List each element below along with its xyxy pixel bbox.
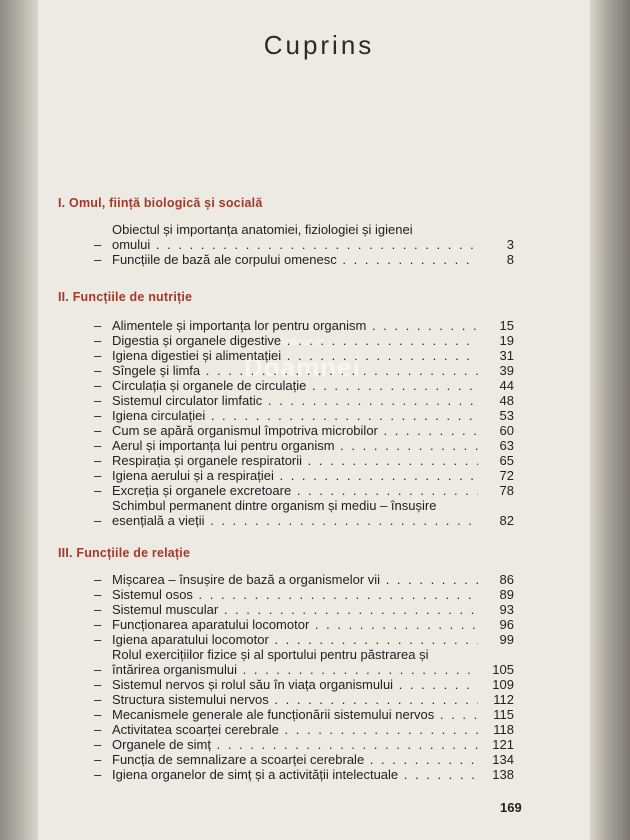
toc-entry: – Organele de simț . . . 121 bbox=[94, 737, 514, 752]
toc-entry: – Sîngele și limfa . . . 39 bbox=[94, 363, 514, 378]
page-number: 89 bbox=[499, 587, 514, 602]
book-edge-shadow bbox=[590, 0, 630, 840]
toc-entry: – Alimentele și importanța lor pentru organism . . . 15 bbox=[94, 318, 514, 333]
page-number: 39 bbox=[499, 363, 514, 378]
toc-entry: – Cum se apără organismul împotriva microbilor . . . 60 bbox=[94, 423, 514, 438]
page-number: 78 bbox=[499, 483, 514, 498]
toc-entry: – Circulația și organele de circulație . . . 44 bbox=[94, 378, 514, 393]
page-number: 86 bbox=[499, 572, 514, 587]
page-number: 93 bbox=[499, 602, 514, 617]
toc-entry: – Activitatea scoarței cerebrale . . . 118 bbox=[94, 722, 514, 737]
book-page bbox=[38, 0, 590, 840]
page-number: 118 bbox=[493, 722, 514, 737]
page-folio: 169 bbox=[500, 800, 522, 815]
toc-entry: – Rolul exercițiilor fizice și al sportului pentru păstrarea și întărirea organismului . . . 105 bbox=[94, 647, 514, 677]
toc-entry: – Sistemul circulator limfatic . . . 48 bbox=[94, 393, 514, 408]
toc-entry: – Igiena organelor de simț și a activității intelectuale . . . 138 bbox=[94, 767, 514, 782]
toc-entry: – Igiena digestiei și alimentației . . . 31 bbox=[94, 348, 514, 363]
page-number: 115 bbox=[493, 707, 514, 722]
page-number: 99 bbox=[499, 632, 514, 647]
toc-entry: – Digestia și organele digestive . . . 19 bbox=[94, 333, 514, 348]
page-number: 112 bbox=[493, 692, 514, 707]
page-number: 19 bbox=[499, 333, 514, 348]
section-1-entries bbox=[94, 222, 514, 267]
page-title: Cuprins bbox=[263, 30, 375, 60]
toc-entry: – Sistemul muscular . . . 93 bbox=[94, 602, 514, 617]
book-gutter-shadow bbox=[0, 0, 38, 840]
page-number: 72 bbox=[499, 468, 514, 483]
page-number: 3 bbox=[506, 237, 514, 252]
toc-entry: – Excreția și organele excretoare . . . 78 bbox=[94, 483, 514, 498]
toc-entry: – Schimbul permanent dintre organism și mediu – însușire esențială a vieții . . . 82 bbox=[94, 498, 514, 528]
page-number: 31 bbox=[499, 348, 514, 363]
toc-entry: – Obiectul și importanța anatomiei, fiziologiei și igienei omului . . . 3 bbox=[94, 222, 514, 252]
page-number: 82 bbox=[499, 513, 514, 528]
section-heading-1: I. Omul, ființă biologică și socială bbox=[58, 196, 263, 210]
toc-entry: – Mișcarea – însușire de bază a organismelor vii . . . 86 bbox=[94, 572, 514, 587]
toc-entry: – Igiena aparatului locomotor . . . 99 bbox=[94, 632, 514, 647]
toc-entry: – Funcționarea aparatului locomotor . . . 96 bbox=[94, 617, 514, 632]
page-number: 109 bbox=[492, 677, 514, 692]
toc-entry: – Sistemul nervos și rolul său în viața organismului . . . 109 bbox=[94, 677, 514, 692]
page-number: 121 bbox=[492, 737, 514, 752]
page-number: 44 bbox=[499, 378, 514, 393]
section-heading-3: III. Funcțiile de relație bbox=[58, 546, 191, 560]
page-number: 138 bbox=[492, 767, 514, 782]
page-number: 48 bbox=[499, 393, 514, 408]
page-number: 63 bbox=[499, 438, 514, 453]
page-number: 134 bbox=[492, 752, 514, 767]
page-number: 96 bbox=[499, 617, 514, 632]
watermark-small: Anticariat bbox=[278, 336, 324, 348]
toc-entry: – Funcțiile de bază ale corpului omenesc . . . 8 bbox=[94, 252, 514, 267]
toc-entry: – Aerul și importanța lui pentru organism . . . 63 bbox=[94, 438, 514, 453]
section-2-entries bbox=[94, 318, 514, 528]
page-number: 15 bbox=[499, 318, 514, 333]
toc-entry: – Sistemul osos . . . 89 bbox=[94, 587, 514, 602]
toc-entry: – Igiena circulației . . . 53 bbox=[94, 408, 514, 423]
page-number: 65 bbox=[499, 453, 514, 468]
watermark: Doamnei bbox=[244, 352, 361, 382]
section-3-entries bbox=[94, 572, 514, 782]
toc-entry: – Structura sistemului nervos . . . 112 bbox=[94, 692, 514, 707]
page-number: 60 bbox=[499, 423, 514, 438]
page-number: 105 bbox=[492, 662, 514, 677]
toc-entry: – Igiena aerului și a respirației . . . 72 bbox=[94, 468, 514, 483]
page-number: 8 bbox=[506, 252, 514, 267]
section-heading-2: II. Funcțiile de nutriție bbox=[58, 290, 193, 304]
toc-entry: – Mecanismele generale ale funcționării sistemului nervos . . . 115 bbox=[94, 707, 514, 722]
toc-entry: – Funcția de semnalizare a scoarței cerebrale . . . 134 bbox=[94, 752, 514, 767]
page-number: 53 bbox=[499, 408, 514, 423]
toc-entry: – Respirația și organele respiratorii . . . 65 bbox=[94, 453, 514, 468]
